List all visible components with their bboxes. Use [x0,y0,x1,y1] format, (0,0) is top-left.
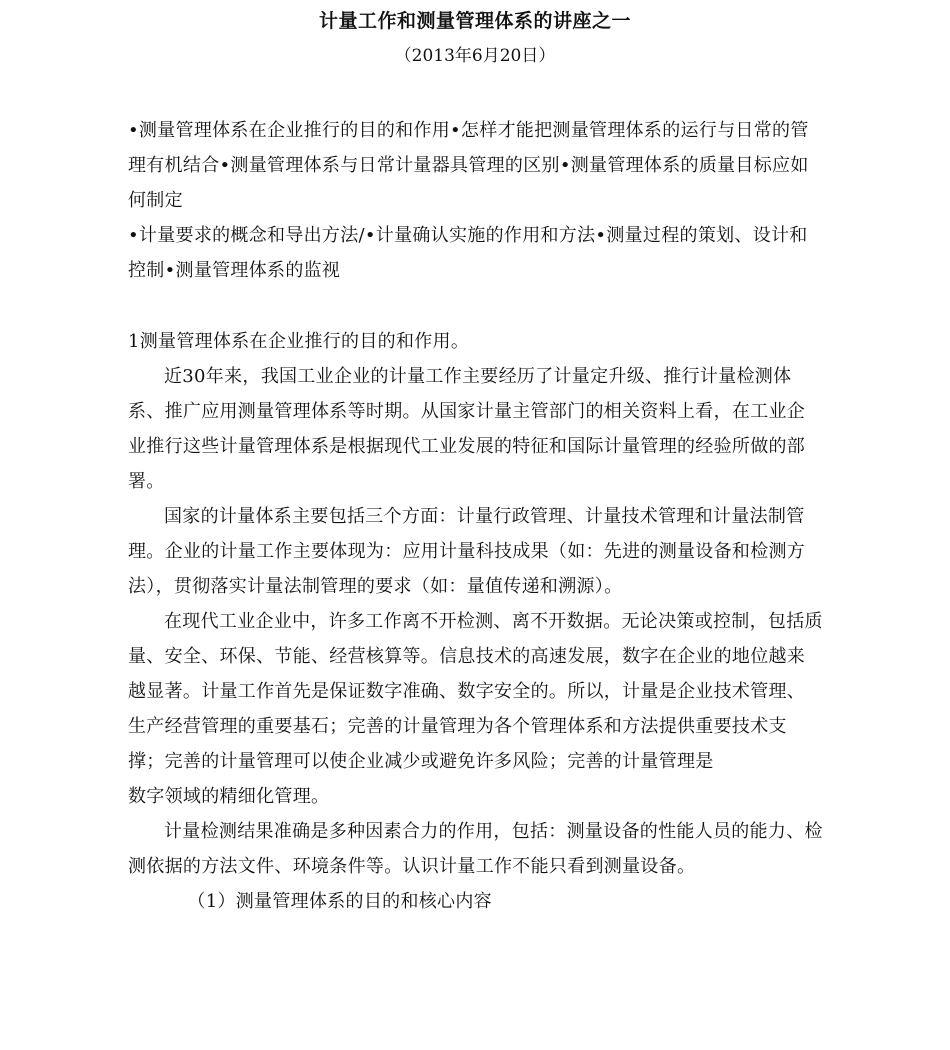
bullet-block-2: •计量要求的概念和导出方法/•计量确认实施的作用和方法•测量过程的策划、设计和控制•测量管理体系的监视 [128,225,808,281]
paragraph: 国家的计量体系主要包括三个方面：计量行政管理、计量技术管理和计量法制管理。企业的计量工作主要体现为：应用计量科技成果（如：先进的测量设备和检测方法），贯彻落实计量法制管理的要求（如：量值传递和溯源）。 [128,506,806,597]
bullet-block-1: •测量管理体系在企业推行的目的和作用•怎样才能把测量管理体系的运行与日常的管理有机结合•测量管理体系与日常计量器具管理的区别•测量管理体系的质量目标应如何制定 [128,120,809,211]
document-date: （2013年6月20日） [394,46,556,66]
document-title: 计量工作和测量管理体系的讲座之一 [318,10,631,32]
topic-bullets [128,113,823,288]
paragraph: 计量检测结果准确是多种因素合力的作用，包括：测量设备的性能人员的能力、检测依据的方法文件、环境条件等。认识计量工作不能只看到测量设备。 [128,821,823,877]
spacer [128,288,823,324]
paragraph-continuation: 数字领域的精细化管理。 [128,786,330,807]
paragraph: 近30年来，我国工业企业的计量工作主要经历了计量定升级、推行计量检测体系、推广应用测量管理体系等时期。从国家计量主管部门的相关资料上看，在工业企业推行这些计量管理体系是根据现代工业发展的特征和国际计量管理的经验所做的部署。 [128,366,806,492]
paragraph: 在现代工业企业中，许多工作离不开检测、离不开数据。无论决策或控制，包括质量、安全、环保、节能、经营核算等。信息技术的高速发展，数字在企业的地位越来越显著。计量工作首先是保证数字准确、数字安全的。所以，计量是企业技术管理、生产经营管理的重要基石；完善的计量管理为各个管理体系和方法提供重要技术支撑；完善的计量管理可以使企业减少或避免许多风险；完善的计量管理是 [128,611,823,772]
subheading: （1）测量管理体系的目的和核心内容 [187,891,492,912]
document-body [128,113,823,919]
section-heading: 1测量管理体系在企业推行的目的和作用。 [128,331,470,352]
